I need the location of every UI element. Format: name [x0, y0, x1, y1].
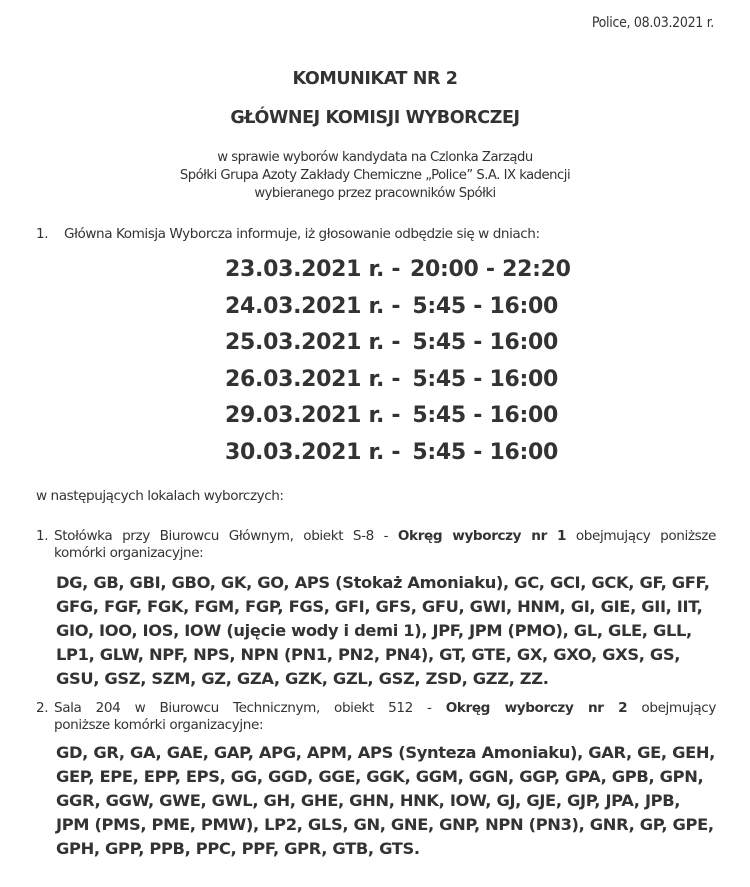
- schedule-row: [225, 403, 558, 440]
- schedule-time: 20:00 - 22:20: [410, 257, 571, 282]
- units-line: GEP, EPE, EPP, EPS, GG, GGD, GGE, GGK, GGM, GGN, GGP, GPA, GPB, GPN,: [56, 767, 704, 786]
- location-desc-cont: komórki organizacyjne:: [54, 545, 204, 561]
- schedule-time: 5:45 - 16:00: [412, 366, 558, 392]
- units-line: GFG, FGF, FGK, FGM, FGP, FGS, GFI, GFS, GFU, GWI, HNM, GI, GIE, GII, IIT,: [56, 597, 703, 616]
- schedule-date: 29.03.2021 r. -: [225, 403, 401, 428]
- document-subtitle-committee: GŁÓWNEJ KOMISJI WYBORCZEJ: [230, 108, 520, 128]
- schedule-time: 5:45 - 16:00: [412, 293, 558, 319]
- district-label: Okręg wyborczy nr 2: [445, 700, 628, 716]
- schedule-date: 26.03.2021 r. -: [225, 366, 401, 392]
- schedule-time: 5:45 - 16:00: [412, 330, 558, 355]
- voting-schedule: [225, 257, 571, 476]
- location-number: 1.: [36, 528, 49, 544]
- schedule-row: [225, 257, 571, 294]
- units-line: GD, GR, GA, GAE, GAP, APG, APM, APS (Synteza Amoniaku), GAR, GE, GEH,: [56, 743, 715, 762]
- schedule-date: 30.03.2021 r. -: [225, 439, 401, 465]
- schedule-row: [225, 367, 558, 404]
- schedule-row: [225, 294, 558, 331]
- units-line: GIO, IOO, IOS, IOW (ujęcie wody i demi 1), JPF, JPM (PMO), GL, GLE, GLL,: [56, 621, 692, 640]
- location-place: Sala 204 w Biurowcu Technicznym, obiekt 512 -: [54, 700, 432, 716]
- schedule-row: [225, 330, 558, 367]
- units-line: LP1, GLW, NPF, NPS, NPN (PN1, PN2, PN4), GT, GTE, GX, GXO, GXS, GS,: [56, 645, 681, 664]
- schedule-date: 24.03.2021 r. -: [225, 293, 401, 319]
- units-line: JPM (PMS, PME, PMW), LP2, GLS, GN, GNE, GNP, NPN (PN3), GNR, GP, GPE,: [56, 815, 714, 834]
- document-title: KOMUNIKAT NR 2: [292, 69, 458, 89]
- location-number: 2.: [36, 700, 49, 716]
- schedule-date: 25.03.2021 r. -: [225, 330, 401, 355]
- units-line: GSU, GSZ, SZM, GZ, GZA, GZK, GZL, GSZ, ZSD, GZZ, ZZ.: [56, 669, 549, 688]
- point-number: 1.: [36, 226, 49, 242]
- schedule-row: [225, 440, 558, 477]
- units-list-1: [56, 571, 716, 691]
- district-label: Okręg wyborczy nr 1: [397, 528, 567, 544]
- schedule-date: 23.03.2021 r. -: [225, 257, 401, 282]
- units-line: DG, GB, GBI, GBO, GK, GO, APS (Stokaż Amoniaku), GC, GCI, GCK, GF, GFF,: [56, 573, 710, 592]
- subject-line: w sprawie wyborów kandydata na Czlonka Zarządu: [217, 150, 533, 165]
- location-2: [36, 700, 716, 734]
- location-desc-cont: poniższe komórki organizacyjne:: [54, 717, 264, 733]
- point-1: [36, 226, 540, 242]
- units-line: GPH, GPP, PPB, PPC, PPF, GPR, GTB, GTS.: [56, 839, 420, 858]
- location-desc: obejmujący poniższe: [575, 528, 717, 544]
- schedule-time: 5:45 - 16:00: [412, 439, 558, 465]
- units-line: GGR, GGW, GWE, GWL, GH, GHE, GHN, HNK, IOW, GJ, GJE, GJP, JPA, JPB,: [56, 791, 681, 810]
- location-1: [36, 528, 716, 562]
- subject-line: wybieranego przez pracowników Spółki: [254, 186, 496, 201]
- place-date: Police, 08.03.2021 r.: [591, 15, 714, 31]
- schedule-time: 5:45 - 16:00: [412, 403, 558, 428]
- point-text: Główna Komisja Wyborcza informuje, iż głosowanie odbędzie się w dniach:: [64, 226, 540, 242]
- units-list-2: [56, 741, 716, 861]
- locations-intro: w następujących lokalach wyborczych:: [36, 488, 284, 504]
- subject-line: Spółki Grupa Azoty Zakłady Chemiczne „Police” S.A. IX kadencji: [179, 168, 571, 183]
- location-place: Stołówka przy Biurowcu Głównym, obiekt S-8 -: [54, 528, 389, 544]
- subject-block: [0, 149, 750, 203]
- location-desc: obejmujący: [641, 700, 716, 716]
